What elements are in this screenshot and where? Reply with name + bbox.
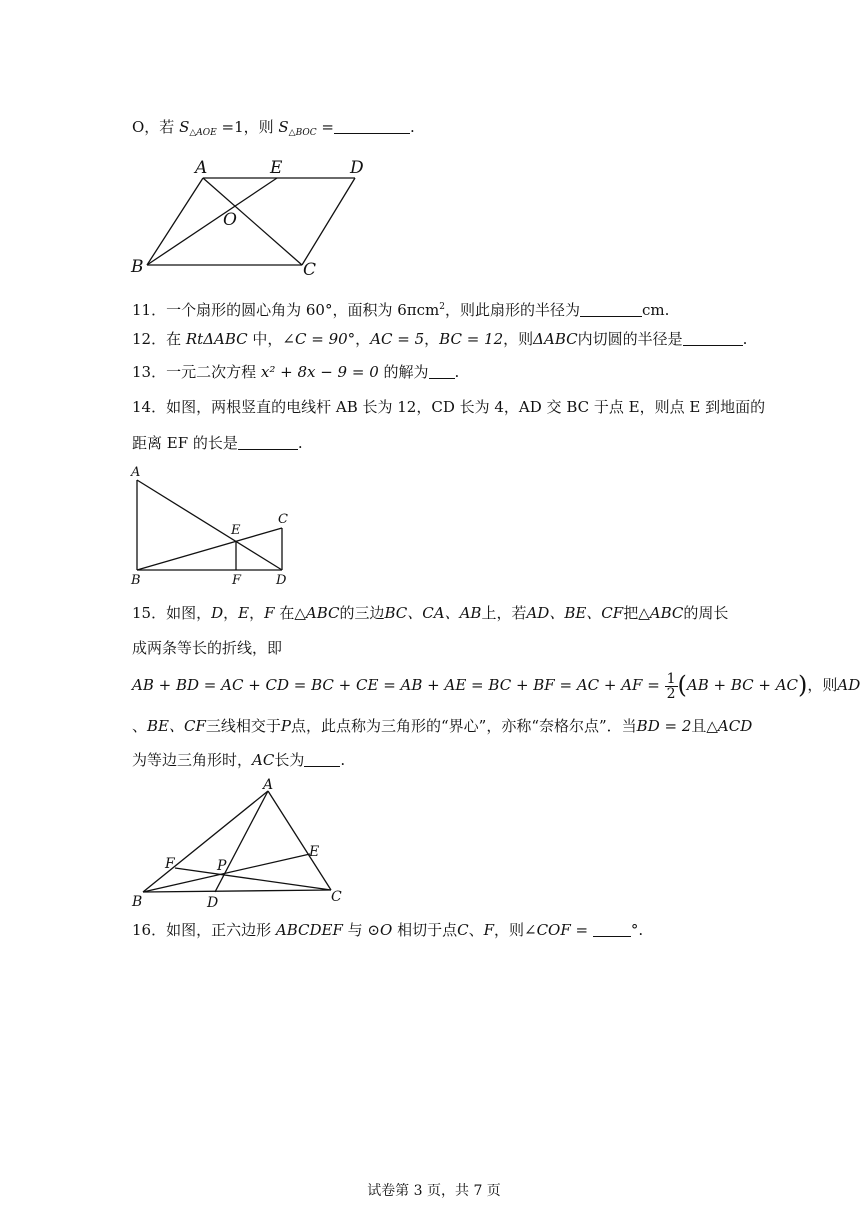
question-16 (132, 920, 643, 940)
q12-t6: 内切圆的半径是 (577, 330, 683, 348)
question-15-line2 (132, 638, 282, 658)
q14-number: 14． (132, 398, 167, 416)
q13-t2: 的解为 (378, 363, 429, 381)
s-aoe: S (179, 118, 190, 136)
q12-end: . (742, 330, 748, 348)
q16-end: °. (630, 921, 644, 939)
q16-hexagon: ABCDEF (275, 921, 343, 939)
q15-number: 15． (132, 604, 167, 622)
q15-acd: △ACD (706, 717, 753, 735)
q15-sides: BC、CA、AB (384, 604, 482, 622)
label-c: C (303, 260, 317, 280)
q10-eq1: =1，则 (216, 118, 279, 136)
answer-blank[interactable] (580, 302, 642, 317)
q15-text: 三线相交于 (205, 717, 281, 735)
label-a: A (263, 777, 274, 793)
label-d: D (350, 158, 364, 178)
q12-rt: RtΔABC (185, 330, 248, 348)
q15-f: F (264, 604, 275, 622)
page-footer: 试卷第 3 页，共 7 页 (367, 1183, 501, 1199)
q16-number: 16． (132, 921, 167, 939)
q15-e: E (238, 604, 250, 622)
q16-f: F (483, 921, 494, 939)
q15-text2: 成两条等长的折线，即 (132, 639, 283, 657)
q12-t3: ， (355, 330, 371, 348)
q12-ac: AC = 5 (370, 330, 425, 348)
q12-t1: 在 (166, 330, 186, 348)
answer-blank[interactable] (304, 752, 340, 767)
label-o: O (223, 210, 237, 230)
q12-t2: 中， (247, 330, 283, 348)
label-f: F (232, 573, 242, 588)
q13-t1: 一元二次方程 (166, 363, 261, 381)
q15-d: D (211, 604, 224, 622)
q15-text: 点，此点称为三角形的“界心”，亦称“奈格尔点”．当 (290, 717, 637, 735)
label-p: P (217, 858, 227, 874)
figure-triangle (125, 776, 355, 916)
q15-end: . (340, 751, 346, 769)
figure-poles (125, 462, 305, 590)
question-15-line4 (132, 716, 752, 736)
label-c: C (278, 512, 288, 527)
label-d: D (276, 573, 287, 588)
q15-text: 为等边三角形时， (132, 751, 253, 769)
q13-end: . (454, 363, 460, 381)
label-a: A (131, 465, 141, 480)
question-11 (132, 297, 669, 320)
q12-tri: ΔABC (533, 330, 578, 348)
label-e: E (231, 523, 241, 538)
frac-num: 1 (666, 670, 676, 687)
q16-text: = (570, 921, 593, 939)
answer-blank[interactable] (238, 435, 298, 450)
q15-text: ， (223, 604, 239, 622)
q12-t5: ，则 (503, 330, 534, 348)
q11-unit: cm. (642, 301, 670, 319)
label-e: E (270, 158, 283, 178)
q15-text: 且 (691, 717, 707, 735)
q15-ad: AD (837, 676, 861, 694)
q16-text: 如图，正六边形 (166, 921, 276, 939)
q12-t4: ， (424, 330, 440, 348)
label-a: A (195, 158, 208, 178)
q15-p: P (280, 717, 291, 735)
frac-den: 2 (666, 685, 676, 702)
q12-angle: ∠C = 90° (282, 330, 356, 348)
fraction-half (665, 672, 678, 701)
q16-text: ，则 (494, 921, 525, 939)
answer-blank[interactable] (683, 331, 743, 346)
q15-equation: AB + BD = AC + CD = BC + CE = AB + AE = BC + BF = AC + AF = (132, 676, 665, 694)
q16-text: 与 (342, 921, 368, 939)
q16-text: 相切于点 (392, 921, 458, 939)
q15-text: 长为 (274, 751, 305, 769)
q15-text: ， (249, 604, 265, 622)
q15-text: 、 (132, 717, 148, 735)
q16-text: 、 (468, 921, 484, 939)
label-b: B (131, 573, 141, 588)
s-boc-sub: △BOC (288, 128, 317, 138)
question-15-line5 (132, 750, 345, 770)
answer-blank[interactable] (593, 922, 631, 937)
label-b: B (131, 257, 144, 277)
q15-ac: AC (252, 751, 275, 769)
label-e: E (309, 844, 320, 860)
q16-angle: ∠COF (524, 921, 571, 939)
question-12 (132, 329, 747, 349)
q15-bd: BD = 2 (636, 717, 692, 735)
answer-blank[interactable] (429, 364, 455, 379)
q15-text: 的三边 (339, 604, 385, 622)
q12-number: 12． (132, 330, 167, 348)
q15-text: 如图， (166, 604, 212, 622)
q10-eq2: = (316, 118, 334, 136)
q11-text2: ，则此扇形的半径为 (444, 301, 580, 319)
label-f: F (165, 856, 175, 872)
q10-tail (132, 117, 415, 143)
q10-end: . (409, 118, 415, 136)
q13-number: 13． (132, 363, 167, 381)
label-c: C (331, 889, 342, 905)
q15-text: 把 (623, 604, 639, 622)
q15-text: 在 (274, 604, 295, 622)
q16-c: C (457, 921, 469, 939)
q15-lines: AD、BE、CF (526, 604, 624, 622)
q15-tri: △ABC (638, 604, 684, 622)
q15-text: 上，若 (481, 604, 527, 622)
q11-sup: 2 (439, 302, 445, 312)
q15-lines2: BE、CF (147, 717, 206, 735)
q13-equation: x² + 8x − 9 = 0 (260, 363, 379, 381)
figure-parallelogram (125, 150, 385, 280)
q14-text1: 如图，两根竖直的电线杆 AB 长为 12，CD 长为 4，AD 交 BC 于点 E，则点 E 到地面的 (166, 398, 766, 416)
question-14-line2 (132, 433, 303, 453)
question-15-equation: AB + BD = AC + CD = BC + CE = AB + AE = BC + BF = AC + AF = $\frac{1}{2}$ (AB + BC + AC)，则AD (132, 670, 861, 702)
s-boc: S (278, 118, 289, 136)
q14-end: . (297, 434, 303, 452)
answer-blank[interactable] (334, 119, 410, 134)
q11-text1: 一个扇形的圆心角为 60°，面积为 6πcm (166, 301, 440, 319)
q15-tri: △ABC (294, 604, 340, 622)
q12-bc: BC = 12 (439, 330, 504, 348)
question-14-line1 (132, 397, 765, 417)
q11-number: 11． (132, 301, 167, 319)
label-d: D (207, 895, 219, 911)
q10-prefix: O，若 (132, 118, 180, 136)
q14-text2: 距离 EF 的长是 (132, 434, 238, 452)
label-b: B (132, 894, 143, 910)
q15-text: 的周长 (683, 604, 729, 622)
question-15-line1 (132, 603, 728, 623)
question-13 (132, 362, 459, 382)
q15-paren-expr: AB + BC + AC (686, 676, 799, 694)
q15-text: ，则 (807, 676, 838, 694)
q16-circle: ⊙O (367, 921, 393, 939)
s-aoe-sub: △AOE (189, 128, 217, 138)
